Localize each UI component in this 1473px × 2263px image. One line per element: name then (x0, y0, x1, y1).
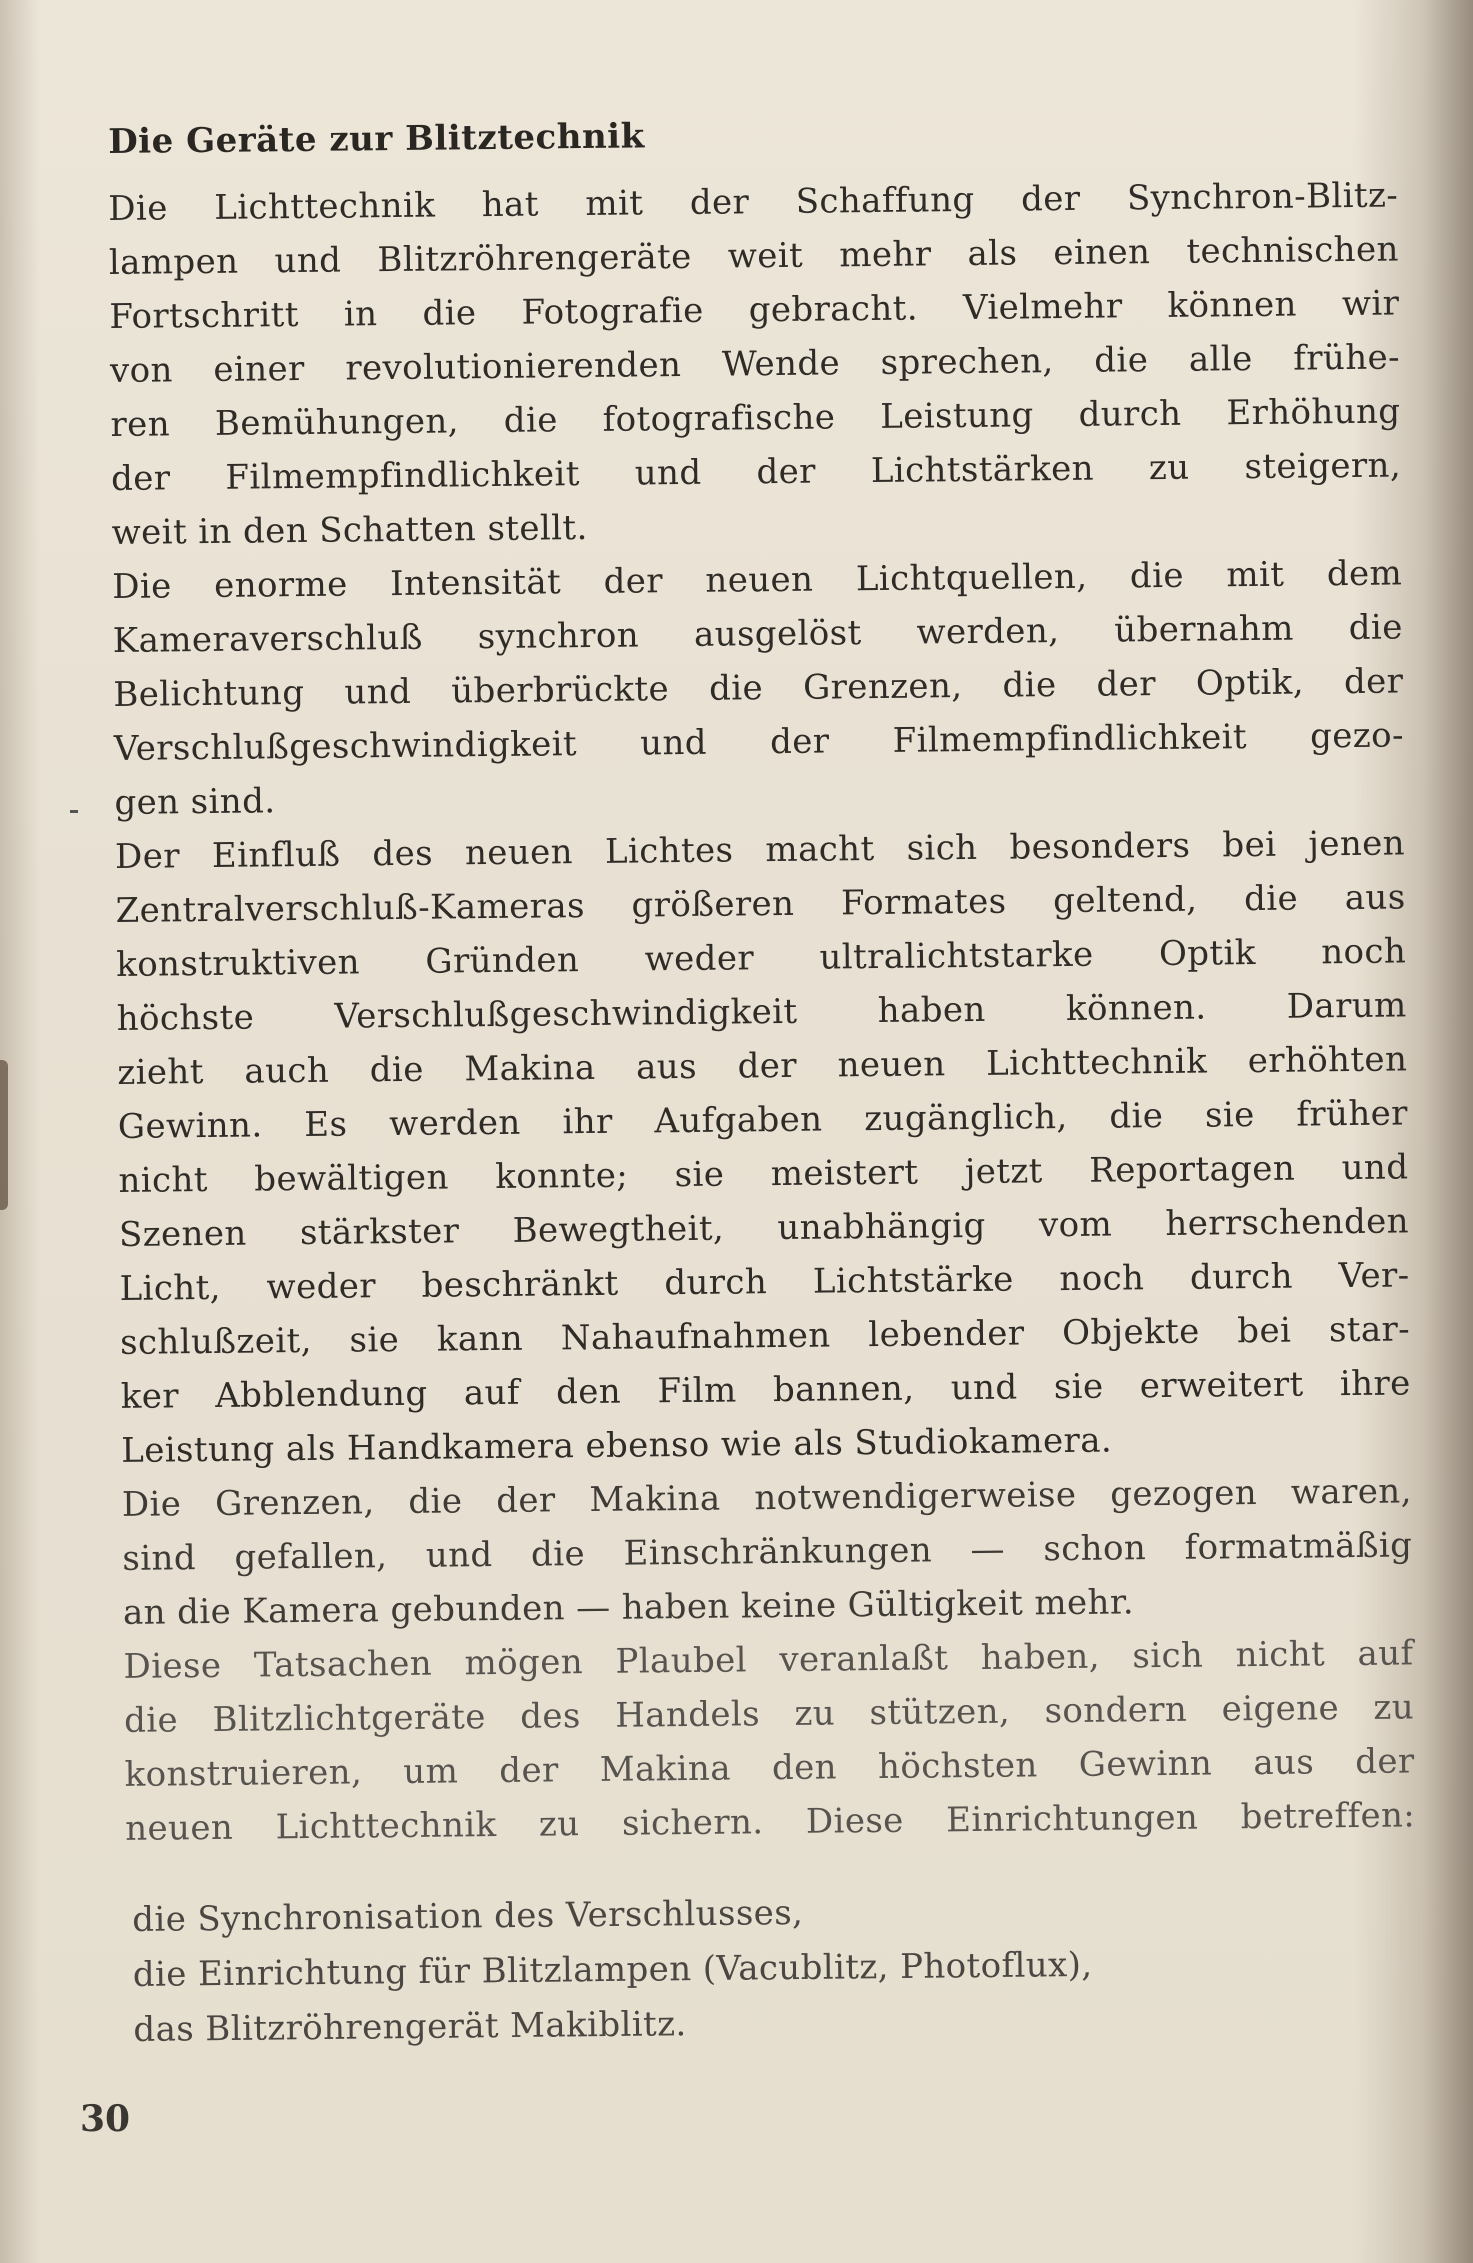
text-line: Die Lichttechnik hat mit der Schaffung der Synchron-Blitz- (108, 175, 1399, 229)
text-line: konstruieren, um der Makina den höchsten Gewinn aus der (124, 1741, 1415, 1795)
text-line: Leistung als Handkamera ebenso wie als Studiokamera. (121, 1420, 1113, 1471)
text-line: an die Kamera gebunden — haben keine Gültigkeit mehr. (122, 1582, 1135, 1633)
text-line: Fortschritt in die Fotografie gebracht. Vielmehr können wir (109, 283, 1400, 337)
list-item: das Blitzröhrengerät Makiblitz. (133, 2004, 687, 2050)
text-line: Verschlußgeschwindigkeit und der Filmempfindlichkeit gezo- (113, 715, 1405, 769)
text-line: sind gefallen, und die Einschränkungen — schon formatmäßig (122, 1525, 1413, 1579)
text-line: Gewinn. Es werden ihr Aufgaben zugänglich, die sie früher (117, 1093, 1409, 1147)
text-line: der Filmempfindlichkeit und der Lichtstärken zu steigern, (110, 445, 1402, 499)
text-line: Zentralverschluß-Kameras größeren Formates geltend, die aus (115, 877, 1406, 931)
text-line: Belichtung und überbrückte die Grenzen, die der Optik, der (113, 661, 1404, 715)
list-item: die Synchronisation des Verschlusses, (132, 1892, 804, 1940)
text-line: Die Grenzen, die der Makina notwendigerweise gezogen waren, (121, 1471, 1412, 1525)
text-line: Diese Tatsachen mögen Plaubel veranlaßt haben, sich nicht auf (123, 1633, 1414, 1687)
equipment-list (132, 1880, 1334, 2058)
text-line: ren Bemühungen, die fotografische Leistung durch Erhöhung (110, 391, 1401, 445)
text-line: die Blitzlichtgeräte des Handels zu stützen, sondern eigene zu (123, 1687, 1415, 1741)
text-line: lampen und Blitzröhrengeräte weit mehr als einen technischen (108, 229, 1399, 283)
section-heading: Die Geräte zur Blitztechnik (108, 116, 645, 162)
text-line: von einer revolutionierenden Wende sprechen, die alle frühe- (109, 337, 1401, 391)
page-number: 30 (80, 2098, 131, 2140)
text-line: nicht bewältigen konnte; sie meistert jetzt Reportagen und (118, 1147, 1409, 1201)
text-line: weit in den Schatten stellt. (111, 507, 588, 553)
text-line: Licht, weder beschränkt durch Lichtstärke noch durch Ver- (119, 1255, 1410, 1309)
text-line: konstruktiven Gründen weder ultralichtstarke Optik noch (115, 931, 1407, 985)
text-line: Die enorme Intensität der neuen Lichtquellen, die mit dem (112, 553, 1403, 607)
margin-dot (70, 810, 78, 813)
text-line: ker Abblendung auf den Film bannen, und sie erweitert ihre (120, 1363, 1411, 1417)
text-line: zieht auch die Makina aus der neuen Lichttechnik erhöhten (117, 1039, 1408, 1093)
text-line: höchste Verschlußgeschwindigkeit haben können. Darum (116, 985, 1407, 1039)
text-line: Kameraverschluß synchron ausgelöst werden, übernahm die (112, 607, 1403, 661)
text-line: schlußzeit, sie kann Nahaufnahmen lebender Objekte bei star- (119, 1309, 1411, 1363)
text-line: gen sind. (114, 781, 276, 823)
text-line: Der Einfluß des neuen Lichtes macht sich besonders bei jenen (114, 823, 1406, 877)
text-line: neuen Lichttechnik zu sichern. Diese Einrichtungen betreffen: (125, 1795, 1416, 1849)
text-line: Szenen stärkster Bewegtheit, unabhängig vom herrschenden (118, 1201, 1410, 1255)
page-edge-mark (0, 1060, 8, 1210)
list-item: die Einrichtung für Blitzlampen (Vacublitz, Photoflux), (132, 1944, 1093, 1995)
body-text (108, 168, 1415, 1855)
